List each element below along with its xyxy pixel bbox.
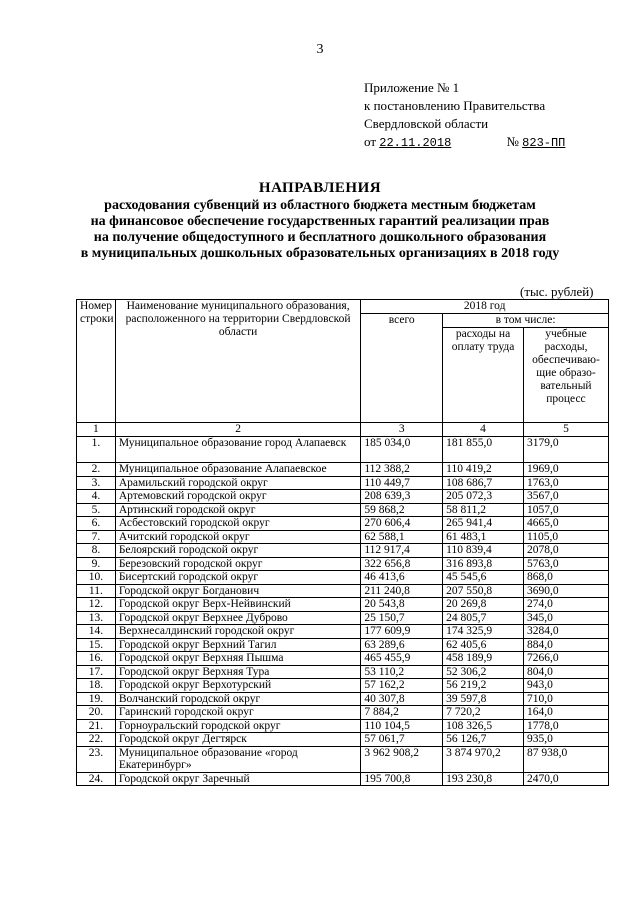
table-row (77, 437, 609, 463)
name-cell: Муниципальное образование город Алапаевск (115, 437, 361, 463)
total-cell: 40 307,8 (361, 692, 443, 706)
edu-cell: 1105,0 (523, 530, 608, 544)
edu-cell: 868,0 (523, 571, 608, 585)
table-body (77, 300, 609, 786)
name-cell: Волчанский городской округ (115, 692, 361, 706)
name-cell: Городской округ Дегтярск (115, 733, 361, 747)
row-number-cell: 14. (77, 625, 116, 639)
total-cell: 195 700,8 (361, 772, 443, 786)
table-row (77, 692, 609, 706)
appendix-date-line (364, 133, 606, 152)
row-number-cell: 13. (77, 611, 116, 625)
wages-cell: 181 855,0 (443, 437, 524, 463)
appendix-line-3: Свердловской области (364, 116, 489, 131)
row-number-cell: 17. (77, 665, 116, 679)
table-row (77, 571, 609, 585)
total-cell: 465 455,9 (361, 652, 443, 666)
name-cell: Артемовский городской округ (115, 490, 361, 504)
col-header-edu: учебные расходы, обеспечиваю-щие образо-вательный процесс (523, 328, 608, 423)
edu-cell: 710,0 (523, 692, 608, 706)
col-header-name: Наименование муниципального образования, расположенного на территории Свердловской области (115, 300, 361, 423)
index-cell: 2 (115, 423, 361, 437)
table-row (77, 463, 609, 477)
total-cell: 208 639,3 (361, 490, 443, 504)
name-cell: Горноуральский городской округ (115, 719, 361, 733)
row-number-cell: 21. (77, 719, 116, 733)
edu-cell: 943,0 (523, 679, 608, 693)
appendix-line-1: Приложение № 1 (364, 80, 460, 95)
index-cell: 5 (523, 423, 608, 437)
total-cell: 177 609,9 (361, 625, 443, 639)
table-row (77, 517, 609, 531)
row-number-cell: 15. (77, 638, 116, 652)
edu-cell: 4665,0 (523, 517, 608, 531)
edu-cell: 3567,0 (523, 490, 608, 504)
name-cell: Городской округ Верх-Нейвинский (115, 598, 361, 612)
edu-cell: 1969,0 (523, 463, 608, 477)
row-number-cell: 11. (77, 584, 116, 598)
wages-cell: 110 419,2 (443, 463, 524, 477)
edu-cell: 2078,0 (523, 544, 608, 558)
title-line-1: расходования субвенций из областного бюджета местным бюджетам (104, 198, 536, 213)
wages-cell: 58 811,2 (443, 503, 524, 517)
col-header-including: в том числе: (443, 314, 609, 328)
row-number-cell: 1. (77, 437, 116, 463)
edu-cell: 5763,0 (523, 557, 608, 571)
total-cell: 46 413,6 (361, 571, 443, 585)
header-row (77, 300, 609, 314)
edu-cell: 804,0 (523, 665, 608, 679)
title-heading: НАПРАВЛЕНИЯ (258, 180, 382, 196)
index-cell: 1 (77, 423, 116, 437)
wages-cell: 56 219,2 (443, 679, 524, 693)
name-cell: Березовский городской округ (115, 557, 361, 571)
total-cell: 112 917,4 (361, 544, 443, 558)
wages-cell: 205 072,3 (443, 490, 524, 504)
row-number-cell: 4. (77, 490, 116, 504)
row-number-cell: 7. (77, 530, 116, 544)
name-cell: Городской округ Верхотурский (115, 679, 361, 693)
table-row (77, 733, 609, 747)
name-cell: Городской округ Богданович (115, 584, 361, 598)
total-cell: 59 868,2 (361, 503, 443, 517)
wages-cell: 193 230,8 (443, 772, 524, 786)
title-line-4: в муниципальных дошкольных образовательных организациях в 2018 году (80, 246, 560, 261)
total-cell: 185 034,0 (361, 437, 443, 463)
index-row (77, 423, 609, 437)
table-row (77, 746, 609, 772)
edu-cell: 1763,0 (523, 476, 608, 490)
page-number: 3 (316, 42, 324, 57)
name-cell: Артинский городской округ (115, 503, 361, 517)
name-cell: Городской округ Верхний Тагил (115, 638, 361, 652)
appendix-block (364, 79, 606, 152)
total-cell: 57 162,2 (361, 679, 443, 693)
allocation-table (76, 299, 609, 786)
row-number-cell: 2. (77, 463, 116, 477)
row-number-cell: 10. (77, 571, 116, 585)
table-row (77, 584, 609, 598)
name-cell: Городской округ Верхняя Пышма (115, 652, 361, 666)
wages-cell: 458 189,9 (443, 652, 524, 666)
index-cell: 3 (361, 423, 443, 437)
wages-cell: 110 839,4 (443, 544, 524, 558)
row-number-cell: 18. (77, 679, 116, 693)
name-cell: Муниципальное образование «город Екатеринбург» (115, 746, 361, 772)
total-cell: 112 388,2 (361, 463, 443, 477)
total-cell: 20 543,8 (361, 598, 443, 612)
wages-cell: 3 874 970,2 (443, 746, 524, 772)
table-row (77, 679, 609, 693)
table-row (77, 476, 609, 490)
total-cell: 270 606,4 (361, 517, 443, 531)
wages-cell: 24 805,7 (443, 611, 524, 625)
name-cell: Муниципальное образование Алапаевское (115, 463, 361, 477)
row-number-cell: 16. (77, 652, 116, 666)
wages-cell: 39 597,8 (443, 692, 524, 706)
row-number-cell: 6. (77, 517, 116, 531)
edu-cell: 1778,0 (523, 719, 608, 733)
name-cell: Арамильский городской округ (115, 476, 361, 490)
edu-cell: 3284,0 (523, 625, 608, 639)
edu-cell: 2470,0 (523, 772, 608, 786)
edu-cell: 7266,0 (523, 652, 608, 666)
table-row (77, 598, 609, 612)
total-cell: 63 289,6 (361, 638, 443, 652)
table-row (77, 530, 609, 544)
name-cell: Городской округ Заречный (115, 772, 361, 786)
appendix-line-2: к постановлению Правительства (364, 98, 546, 113)
edu-cell: 87 938,0 (523, 746, 608, 772)
row-number-cell: 9. (77, 557, 116, 571)
total-cell: 110 449,7 (361, 476, 443, 490)
title-line-2: на финансовое обеспечение государственных гарантий реализации прав (90, 214, 550, 229)
row-number-cell: 5. (77, 503, 116, 517)
row-number-cell: 19. (77, 692, 116, 706)
table-row (77, 503, 609, 517)
name-cell: Гаринский городской округ (115, 706, 361, 720)
edu-cell: 345,0 (523, 611, 608, 625)
name-cell: Ачитский городской округ (115, 530, 361, 544)
table-row (77, 611, 609, 625)
title-line-3: на получение общедоступного и бесплатного дошкольного образования (93, 230, 547, 245)
table-row (77, 490, 609, 504)
wages-cell: 61 483,1 (443, 530, 524, 544)
edu-cell: 884,0 (523, 638, 608, 652)
wages-cell: 207 550,8 (443, 584, 524, 598)
name-cell: Верхнесалдинский городской округ (115, 625, 361, 639)
total-cell: 57 061,7 (361, 733, 443, 747)
table-row (77, 544, 609, 558)
number-label: № (506, 134, 519, 149)
total-cell: 211 240,8 (361, 584, 443, 598)
name-cell: Городской округ Верхнее Дуброво (115, 611, 361, 625)
col-header-wages: расходы на оплату труда (443, 328, 524, 423)
wages-cell: 45 545,6 (443, 571, 524, 585)
index-cell: 4 (443, 423, 524, 437)
row-number-cell: 22. (77, 733, 116, 747)
total-cell: 3 962 908,2 (361, 746, 443, 772)
total-cell: 25 150,7 (361, 611, 443, 625)
resolution-date: 22.11.2018 (379, 136, 452, 150)
wages-cell: 108 326,5 (443, 719, 524, 733)
total-cell: 7 884,2 (361, 706, 443, 720)
col-header-year: 2018 год (361, 300, 609, 314)
col-header-number: Номер строки (77, 300, 116, 423)
table-row (77, 652, 609, 666)
wages-cell: 108 686,7 (443, 476, 524, 490)
table-row (77, 638, 609, 652)
row-number-cell: 8. (77, 544, 116, 558)
table-row (77, 665, 609, 679)
table-row (77, 719, 609, 733)
edu-cell: 1057,0 (523, 503, 608, 517)
wages-cell: 20 269,8 (443, 598, 524, 612)
wages-cell: 52 306,2 (443, 665, 524, 679)
wages-cell: 174 325,9 (443, 625, 524, 639)
row-number-cell: 23. (77, 746, 116, 772)
name-cell: Бисертский городской округ (115, 571, 361, 585)
wages-cell: 316 893,8 (443, 557, 524, 571)
total-cell: 322 656,8 (361, 557, 443, 571)
total-cell: 110 104,5 (361, 719, 443, 733)
col-header-total: всего (361, 314, 443, 423)
unit-label: (тыс. рублей) (520, 284, 594, 299)
row-number-cell: 20. (77, 706, 116, 720)
row-number-cell: 3. (77, 476, 116, 490)
name-cell: Асбестовский городской округ (115, 517, 361, 531)
row-number-cell: 12. (77, 598, 116, 612)
resolution-number: 823-ПП (522, 136, 566, 150)
wages-cell: 56 126,7 (443, 733, 524, 747)
wages-cell: 265 941,4 (443, 517, 524, 531)
total-cell: 62 588,1 (361, 530, 443, 544)
edu-cell: 274,0 (523, 598, 608, 612)
table-row (77, 557, 609, 571)
name-cell: Городской округ Верхняя Тура (115, 665, 361, 679)
edu-cell: 3179,0 (523, 437, 608, 463)
row-number-cell: 24. (77, 772, 116, 786)
from-label: от (364, 134, 377, 149)
wages-cell: 62 405,6 (443, 638, 524, 652)
document-title (0, 180, 640, 262)
table-row (77, 772, 609, 786)
edu-cell: 164,0 (523, 706, 608, 720)
edu-cell: 935,0 (523, 733, 608, 747)
table-row (77, 706, 609, 720)
table-row (77, 625, 609, 639)
total-cell: 53 110,2 (361, 665, 443, 679)
edu-cell: 3690,0 (523, 584, 608, 598)
wages-cell: 7 720,2 (443, 706, 524, 720)
name-cell: Белоярский городской округ (115, 544, 361, 558)
